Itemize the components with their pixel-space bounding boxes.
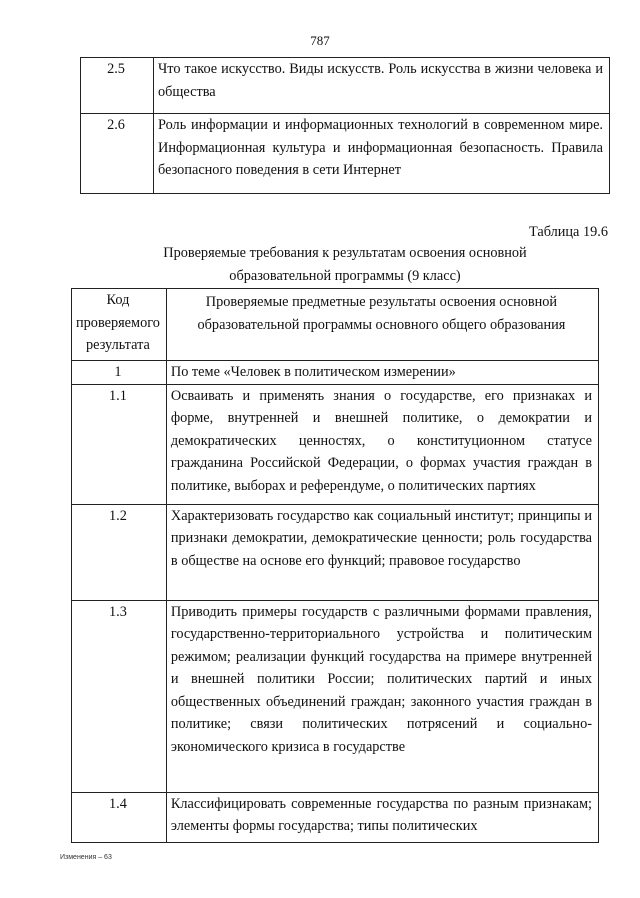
row-text: Приводить примеры государств с различными формами правления, государственно-территориального устройства и политическим режимом; реализации функций государства на примере внутренней и внешней политики России; политических партий и иных общественных объединений граждан; законного участия граждан в политике; связи политических потрясений и социально-экономического кризиса в государстве <box>166 600 598 792</box>
table-row <box>81 114 610 194</box>
row-code: 1.3 <box>72 600 167 792</box>
table-number: Таблица 19.6 <box>528 224 608 240</box>
row-text: Характеризовать государство как социальный институт; принципы и признаки демократии, демократические ценности; роль государства в обществе на основе его функций; правовое государство <box>166 504 598 600</box>
table-row <box>81 58 610 114</box>
table-title-line: образовательной программы (9 класс) <box>229 268 461 284</box>
table-row <box>72 792 599 842</box>
table-row <box>72 361 599 385</box>
row-text: По теме «Человек в политическом измерении» <box>166 361 598 385</box>
row-text: Осваивать и применять знания о государстве, его признаках и форме, внутренней и внешней политике, о демократии и демократических ценностях, о конституционном статусе гражданина Российской Федерации, о формах участия граждан в политике, выборах и референдуме, о политических партиях <box>166 384 598 504</box>
table-title-line: Проверяемые требования к результатам освоения основной <box>163 245 527 261</box>
top-table <box>80 57 610 194</box>
requirements-table <box>71 288 599 843</box>
page-number: 787 <box>310 33 330 48</box>
table-title <box>0 242 640 288</box>
table-row <box>72 600 599 792</box>
row-code: 1.2 <box>72 504 167 600</box>
row-code: 1.1 <box>72 384 167 504</box>
row-code: 1.4 <box>72 792 167 842</box>
row-text: Роль информации и информационных технологий в современном мире. Информационная культура и информационная безопасность. Правила безопасного поведения в сети Интернет <box>154 114 610 194</box>
header-text: Проверяемые предметные результаты освоения основной образовательной программы основного общего образования <box>166 289 598 361</box>
row-code: 2.6 <box>81 114 154 194</box>
table-header-row <box>72 289 599 361</box>
row-code: 2.5 <box>81 58 154 114</box>
table-row <box>72 384 599 504</box>
row-text: Что такое искусство. Виды искусств. Роль искусства в жизни человека и общества <box>154 58 610 114</box>
row-text: Классифицировать современные государства по разным признакам; элементы формы государства; типы политических <box>166 792 598 842</box>
row-code: 1 <box>72 361 167 385</box>
table-row <box>72 504 599 600</box>
footer-note: Изменения – 63 <box>60 854 112 861</box>
header-code: Код проверяемого результата <box>72 289 167 361</box>
